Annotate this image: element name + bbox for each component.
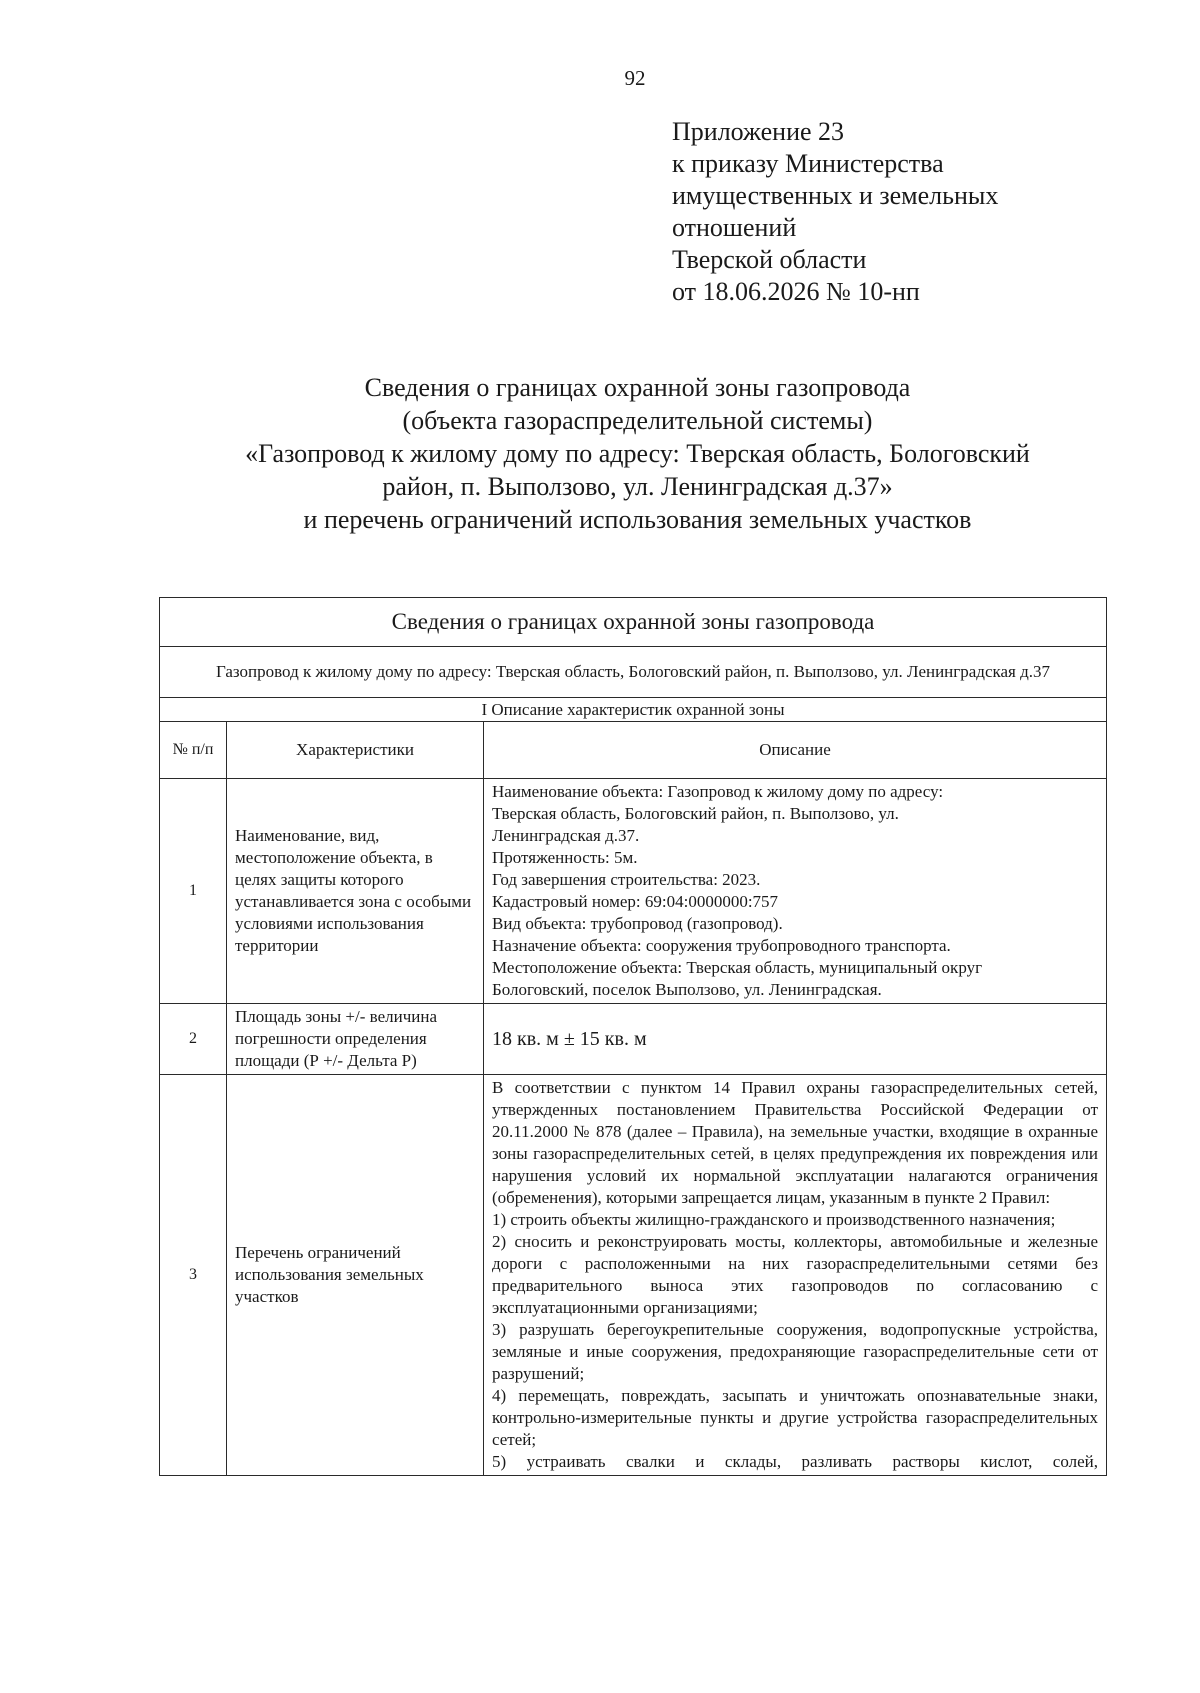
appendix-line: Приложение 23 [672,117,845,146]
row-number: 2 [160,1004,227,1075]
appendix-line: от 18.06.2026 № 10-нп [672,277,920,306]
description-line: Кадастровый номер: 69:04:0000000:757 [492,892,779,911]
column-header-row [160,722,1107,779]
table-row [160,779,1107,1004]
row-characteristic: Площадь зоны +/- величина погрешности определения площади (Р +/- Дельта Р) [227,1004,484,1075]
row-characteristic: Наименование, вид, местоположение объекта, в целях защиты которого устанавливается зона с особыми условиями использования территории [227,779,484,1004]
row-description [484,1075,1107,1476]
table-main-header: Сведения о границах охранной зоны газопровода [160,598,1107,647]
zone-info-table [159,597,1107,1476]
description-paragraph: В соответствии с пунктом 14 Правил охраны газораспределительных сетей, утвержденных постановлением Правительства Российской Федерации от 20.11.2000 № 878 (далее – Правила), на земельные участки, входящие в охранные зоны газораспределительных сетей, в целях предупреждения их повреждения или нарушения условий их нормальной эксплуатации налагаются ограничения (обременения), которыми запрещается лицам, указанным в пункте 2 Правил: [492,1078,1098,1207]
title-line: Сведения о границах охранной зоны газопровода [364,373,911,402]
column-header-description: Описание [484,722,1107,779]
appendix-block [672,116,1092,308]
description-line: Вид объекта: трубопровод (газопровод). [492,914,783,933]
table-row [160,1004,1107,1075]
row-characteristic: Перечень ограничений использования земельных участков [227,1075,484,1476]
description-line: Тверская область, Бологовский район, п. Выползово, ул. [492,804,899,823]
description-paragraph: 2) сносить и реконструировать мосты, коллекторы, автомобильные и железные дороги с расположенными на них газораспределительными сетями без предварительного выноса этих газопроводов по согласованию с эксплуатационными организациями; [492,1232,1098,1317]
description-line: Наименование объекта: Газопровод к жилому дому по адресу: [492,782,944,801]
appendix-line: отношений [672,213,797,242]
description-line: Протяженность: 5м. [492,848,638,867]
row-description [484,779,1107,1004]
table-row [160,1075,1107,1476]
description-paragraph: 5) устраивать свалки и склады, разливать растворы кислот, солей, [492,1452,1098,1471]
appendix-line: к приказу Министерства [672,149,944,178]
appendix-line: Тверской области [672,245,867,274]
page-number: 92 [624,66,646,90]
description-paragraph: 4) перемещать, повреждать, засыпать и уничтожать опознавательные знаки, контрольно-измерительные пункты и другие устройства газораспределительных сетей; [492,1386,1098,1449]
row-number: 1 [160,779,227,1004]
title-line: и перечень ограничений использования земельных участков [303,505,972,534]
description-line: Год завершения строительства: 2023. [492,870,761,889]
description-paragraph: 1) строить объекты жилищно-гражданского и производственного назначения; [492,1210,1056,1229]
description-line: Назначение объекта: сооружения трубопроводного транспорта. [492,936,951,955]
title-line: «Газопровод к жилому дому по адресу: Тверская область, Бологовский [245,439,1030,468]
column-header-num: № п/п [160,722,227,779]
description-line: Бологовский, поселок Выползово, ул. Ленинградская. [492,980,882,999]
description-paragraph: 3) разрушать берегоукрепительные сооружения, водопропускные устройства, земляные и иные сооружения, предохраняющие газораспределительные сети от разрушений; [492,1320,1098,1383]
description-line: Местоположение объекта: Тверская область, муниципальный округ [492,958,983,977]
appendix-line: имущественных и земельных [672,181,999,210]
description-line: Ленинградская д.37. [492,826,640,845]
table-section-header: I Описание характеристик охранной зоны [160,698,1107,722]
column-header-characteristics: Характеристики [227,722,484,779]
row-description: 18 кв. м ± 15 кв. м [484,1004,1107,1075]
title-line: район, п. Выползово, ул. Ленинградская д.37» [382,472,893,501]
title-line: (объекта газораспределительной системы) [402,406,873,435]
table-object-header: Газопровод к жилому дому по адресу: Тверская область, Бологовский район, п. Выползово, ул. Ленинградская д.37 [160,647,1107,698]
document-title [150,371,1125,536]
row-number: 3 [160,1075,227,1476]
